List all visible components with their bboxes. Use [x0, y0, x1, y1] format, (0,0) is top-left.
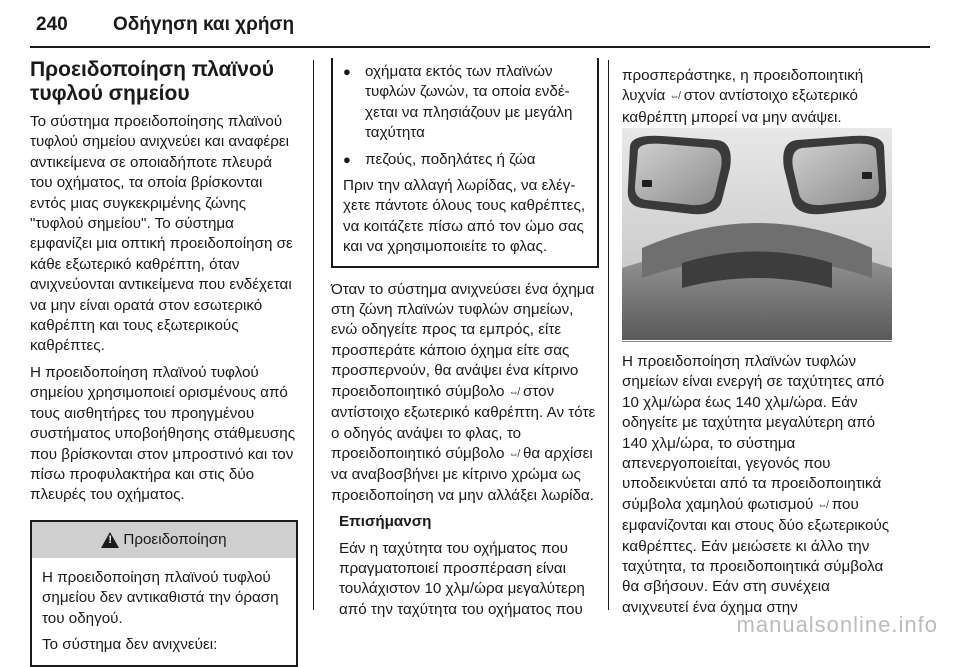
blind-spot-warning-icon: ⇎ — [508, 386, 519, 398]
watermark: manualsonline.info — [736, 612, 938, 637]
blind-spot-warning-icon: ⇎ — [669, 91, 680, 103]
paragraph-sensors: Η προειδοποίηση πλαϊνού τυφλού σημείου χρησιμοποιεί ορισμένους από τους αισθητήρες του προηγμένου συστήματος υποβοήθησης στάθμευσης που βρίσκονται στον μπροστινό και τον πίσω προφυλακτήρα και στις δύο πλευρές του οχήματος. — [30, 363, 296, 504]
blind-spot-warning-icon: ⇎ — [817, 499, 828, 511]
chapter-title: Οδήγηση και χρήση — [113, 14, 295, 35]
page-header — [30, 6, 930, 46]
note-text: Εάν η ταχύτητα του οχήματος που πραγματοποιεί προσπέραση είναι τουλάχιστον 10 χλμ/ώρα μεγαλύτερη από την ταχύτητα του οχήματος που — [339, 539, 585, 618]
paragraph-continued — [622, 66, 892, 128]
detection-text-b: στον αντίστοιχο εξωτερικό καθρέπτη. Αν τότε ο οδηγός ανάψει το φλας, το προειδοποιητικό σύμβολο — [331, 382, 596, 462]
note-block — [331, 512, 599, 620]
continued-text-b: στον αντίστοιχο εξωτερικό καθρέπτη μπορεί να μην ανάψει. — [622, 87, 858, 126]
detection-text-a: Όταν το σύστημα ανιχνεύσει ένα όχημα στη ζώνη πλαϊνών τυφλών σημείων, ενώ οδηγείτε προς τα εμπρός, είτε προσπεράτε κάποιο όχημα είτε σας προσπερνούν, θα ανάψει ένα κίτρινο προειδοποιητικό σύμβολο — [331, 280, 595, 400]
warning-box — [30, 520, 298, 667]
warning-text-1: Η προειδοποίηση πλαϊνού τυφλού σημείου δεν αντικαθιστά την όραση του οδηγού. — [42, 568, 279, 627]
speed-text-a: Η προειδοποίηση πλαϊνών τυφλών σημείων είναι ενεργή σε ταχύτητες από 10 χλμ/ώρα έως 140 χλμ/ώρα. Εάν οδηγείτε με ταχύτητα μεγαλύτερη από 140 χλμ/ώρα, το σύστημα απενεργοποιείται, γεγονός που υποδεικνύεται από τα προειδοποιητικά σύμβολα χαμηλού φωτισμού — [622, 353, 885, 513]
photo-divider — [622, 341, 892, 342]
continued-text-a: προσπεράστηκε, η προειδοποιητική λυχνία — [622, 67, 864, 105]
warning-body — [32, 558, 296, 666]
page-number: 240 — [36, 14, 68, 35]
bullet-dot-icon: ● — [343, 64, 351, 79]
detection-text-c: θα αρχίσει να αναβοσβήνει με κίτρινο χρώμα ως προειδοποίηση να μην αλλάξει λωρίδα. — [331, 444, 594, 504]
column-3 — [622, 66, 892, 134]
note-title: Επισήμανση — [339, 513, 432, 531]
bullet-item — [343, 150, 587, 170]
paragraph-intro: Το σύστημα προειδοποίησης πλαϊνού τυφλού σημείου ανιχνεύει και αναφέρει αντικείμενα σε οποιαδήποτε πλευρά του οχήματος, τα οποία βρίσκονται εντός μιας συγκεκριμένης ζώνης "τυφλού σημείου". Το σύστημα εμφανίζει μια οπτική προειδοποίηση σε κάθε εξωτερικό καθρέπτη, όταν ανιχνεύονται αντικείμενα που ενδέχεται να μην είναι ορατά στον εσωτερικό καθρέπτη και τους εξωτερικούς καθρέπτες. — [30, 113, 293, 355]
section-title: Προειδοποίηση πλαϊνού τυφλού σημείου — [30, 58, 274, 105]
warning-advice: Πριν την αλλαγή λωρίδας, να ελέγχετε πάντοτε όλους τους καθρέπτες, να κοιτάζετε πίσω από τον ώμο σας και να χρησιμοποιείτε το φλας. — [343, 177, 586, 256]
column-divider-2 — [608, 60, 609, 610]
column-3-lower — [622, 352, 892, 624]
warning-triangle-icon — [101, 532, 119, 548]
column-divider-1 — [313, 60, 314, 610]
warning-text-2: Το σύστημα δεν ανιχνεύει: — [42, 635, 218, 653]
warning-header — [32, 522, 296, 558]
bullet-dot-icon: ● — [343, 151, 351, 167]
mirror-warning-photo — [622, 128, 892, 340]
bullet-text-1: οχήματα εκτός των πλαϊνών τυφλών ζωνών, τα οποία ενδέχεται να πλησιάζουν με μεγάλη ταχύτητα — [365, 63, 573, 142]
bullet-item — [343, 62, 587, 144]
speed-text-b: που εμφανίζονται και στους δύο εξωτερικούς καθρέπτες. Εάν μειώσετε κι άλλο την ταχύτητα, τα προειδοποιητικά σύμβολα θα σβήσουν. Εάν στη συνέχεια ανιχνευτεί ένα όχημα στην — [622, 495, 890, 616]
bullet-text-2: πεζούς, ποδηλάτες ή ζώα — [365, 150, 536, 168]
warning-box-continued — [331, 58, 599, 268]
paragraph-speed-range — [622, 352, 892, 618]
warning-title: Προειδοποίηση — [123, 530, 227, 548]
paragraph-detection — [331, 280, 599, 506]
header-divider — [30, 46, 930, 48]
blind-spot-warning-icon: ⇎ — [508, 448, 519, 460]
column-2 — [331, 58, 599, 626]
column-1 — [30, 58, 298, 667]
